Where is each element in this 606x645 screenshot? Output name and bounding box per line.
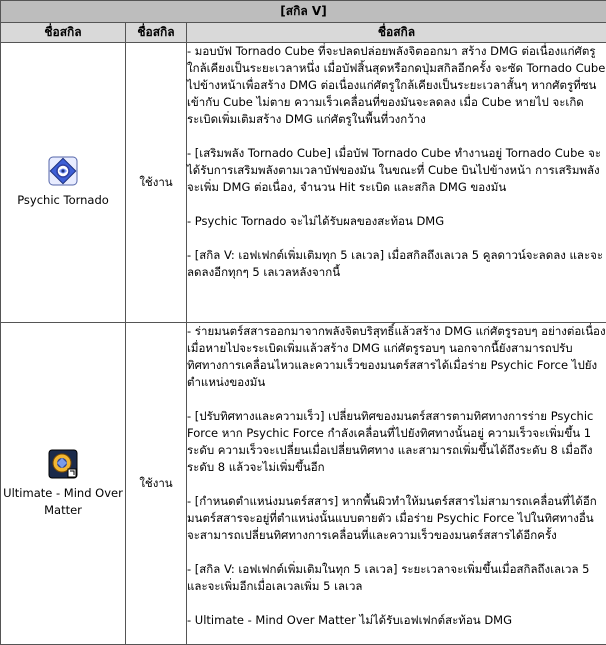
skill-name-cell [1,43,126,323]
description-paragraph: - [สกิล V: เอฟเฟกต์เพิ่มเติมในทุก 5 เลเวล] ระยะเวลาจะเพิ่มขึ้นเมื่อสกิลถึงเลเวล 5 และจะเพิ่มอีกเมื่อเลเวลเพิ่ม 5 เลเวล [187,561,606,595]
skill-type: ใช้งาน [126,43,187,323]
description-paragraph: - Psychic Tornado จะไม่ได้รับผลของสะท้อน DMG [187,213,606,230]
psychic-tornado-icon [48,156,78,186]
description-paragraph: - ร่ายมนตร์สสารออกมาจากพลังจิตบริสุทธิ์แล้วสร้าง DMG แก่ศัตรูรอบๆ อย่างต่อเนื่อง เมื่อหายไปจะระเบิดเพิ่มแล้วสร้าง DMG แก่ศัตรูรอบๆ นอกจากนี้ยังสามารถปรับทิศทางการเคลื่อนไหวและความเร็วของมนตร์สสารได้เมื่อร่าย Psychic Force ไปยังตำแหน่งของมัน [187,323,606,391]
description-paragraph: - มอบบัฟ Tornado Cube ที่จะปลดปล่อยพลังจิตออกมา สร้าง DMG ต่อเนื่องแก่ศัตรูใกล้เคียงเป็นระยะเวลาหนึ่ง เมื่อบัฟสิ้นสุดหรือกดปุ่มสกิลอีกครั้ง จะซัด Tornado Cube ไปข้างหน้าเพื่อสร้าง DMG ต่อเนื่องแก่ศัตรูใกล้เคียงเป็นระยะเวลาสั้นๆ หากศัตรูที่ซนเข้ากับ Cube ไม่ตาย ความเร็วเคลื่อนที่ของมันจะลดลง เมื่อ Cube หายไป จะเกิดระเบิดเพิ่มเติมสร้าง DMG แก่ศัตรูในพื้นที่วงกว้าง [187,43,606,128]
table-title: [สกิล V] [1,1,606,23]
ultimate-mind-over-matter-icon [48,449,78,479]
skill-type: ใช้งาน [126,323,187,645]
column-header-description: ชื่อสกิล [187,23,606,43]
description-paragraph: - [เสริมพลัง Tornado Cube] เมื่อบัฟ Tornado Cube ทำงานอยู่ Tornado Cube จะได้รับการเสริมพลังตามเวลาบัฟของมัน ในขณะที่ Cube บินไปข้างหน้า การเสริมพลังจะเพิ่ม DMG ต่อเนื่อง, จำนวน Hit ระเบิด และสกิล DMG ของมัน [187,145,606,196]
skill-description [187,43,606,323]
title-row [1,1,606,23]
column-header-type: ชื่อสกิล [126,23,187,43]
table-row [1,43,606,323]
skill-description [187,323,606,645]
table-row [1,323,606,645]
skill-name: Ultimate - Mind Over Matter [1,485,125,519]
description-paragraph: - [ปรับทิศทางและความเร็ว] เปลี่ยนทิศของมนตร์สสารตามทิศทางการร่าย Psychic Force หาก Psychic Force กำลังเคลื่อนที่ไปยังทิศทางนั้นอยู่ ความเร็วจะเพิ่มขึ้น 1 ระดับ ความเร็วจะเปลี่ยนเมื่อเปลี่ยนทิศทาง และสามารถเพิ่มขึ้นได้ถึงระดับ 8 เมื่อถึงระดับ 8 แล้วจะไม่เพิ่มขึ้นอีก [187,408,606,476]
skill-name: Psychic Tornado [1,192,125,209]
description-paragraph: - [สกิล V: เอฟเฟกต์เพิ่มเติมทุก 5 เลเวล] เมื่อสกิลถึงเลเวล 5 คูลดาวน์จะลดลง และจะลดลงอีกทุกๆ 5 เลเวลหลังจากนี้ [187,247,606,281]
column-header-name: ชื่อสกิล [1,23,126,43]
description-paragraph: - [กำหนดตำแหน่งมนตร์สสาร] หากพื้นผิวทำให้มนตร์สสารไม่สามารถเคลื่อนที่ได้อีก มนตร์สสารจะอยู่ที่ตำแหน่งนั้นแบบตายตัว เมื่อร่าย Psychic Force ไปในทิศทางอื่น จะสามารถเปลี่ยนทิศทางการเคลื่อนที่และความเร็วของมนตร์สสารได้อีกครั้ง [187,493,606,544]
skill-name-cell [1,323,126,645]
header-row [1,23,606,43]
description-paragraph: - Ultimate - Mind Over Matter ไม่ได้รับเอฟเฟกต์สะท้อน DMG [187,612,606,629]
